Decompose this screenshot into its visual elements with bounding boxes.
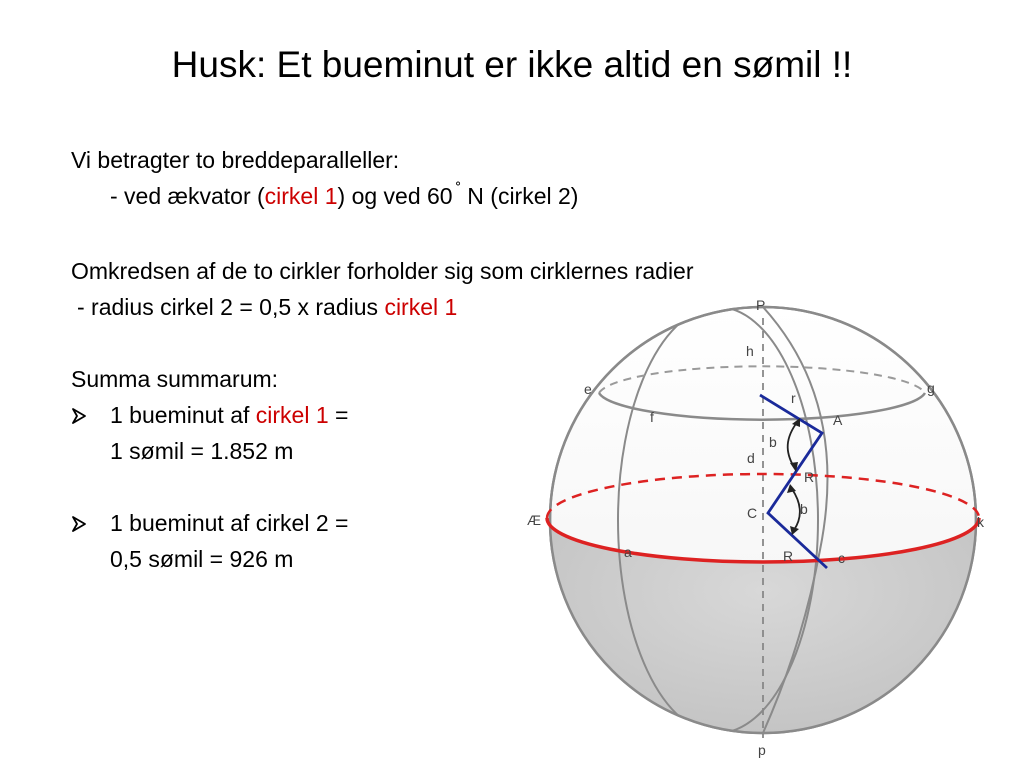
label-g: g <box>927 380 935 396</box>
equator-line-post: N (cirkel 2) <box>467 183 579 209</box>
label-b-top: b <box>769 434 777 450</box>
label-AE: Æ <box>527 512 541 528</box>
label-p: p <box>758 742 766 758</box>
summary-heading: Summa summarum: <box>71 366 279 392</box>
label-c: c <box>838 550 845 566</box>
label-f: f <box>650 409 654 425</box>
radius-line-pre: - radius cirkel 2 = 0,5 x radius <box>77 294 385 320</box>
label-C: C <box>747 505 758 521</box>
label-r: r <box>791 390 796 406</box>
globe-diagram <box>520 290 1000 760</box>
degree-sign: ˚ <box>455 180 462 199</box>
bullet-1-pre: 1 bueminut af <box>110 402 256 428</box>
bullet-2-continuation: 0,5 sømil = 926 m <box>110 546 294 572</box>
arrow-bullet-icon <box>71 397 110 433</box>
equator-line-mid: ) og ved 60 <box>337 183 453 209</box>
bullet-1-continuation: 1 sømil = 1.852 m <box>110 438 294 464</box>
circumference-line: Omkredsen af de to cirkler forholder sig som cirklernes radier <box>71 258 694 284</box>
arrow-bullet-icon <box>71 505 110 541</box>
intro-line: Vi betragter to breddeparalleller: <box>71 147 400 173</box>
label-A: A <box>833 412 843 428</box>
label-a: a <box>624 544 632 560</box>
bullet-2-text: 1 bueminut af cirkel 2 = <box>110 510 349 536</box>
label-k: k <box>977 514 984 530</box>
label-h: h <box>746 343 754 359</box>
bullet-1-post: = <box>328 402 349 428</box>
label-d: d <box>747 450 755 466</box>
bullet-1-circle-1: cirkel 1 <box>255 402 329 428</box>
radius-circle-1: cirkel 1 <box>384 294 458 320</box>
label-R-bottom: R <box>783 548 794 564</box>
equator-line <box>71 178 871 217</box>
equator-line-pre: - ved ækvator ( <box>110 183 265 209</box>
label-R-top: R <box>804 469 815 485</box>
label-P: P <box>756 297 766 313</box>
slide-title: Husk: Et bueminut er ikke altid en sømil !! <box>171 44 853 85</box>
equator-circle-1: cirkel 1 <box>264 183 338 209</box>
label-b-bottom: b <box>800 501 808 517</box>
label-e: e <box>584 381 592 397</box>
